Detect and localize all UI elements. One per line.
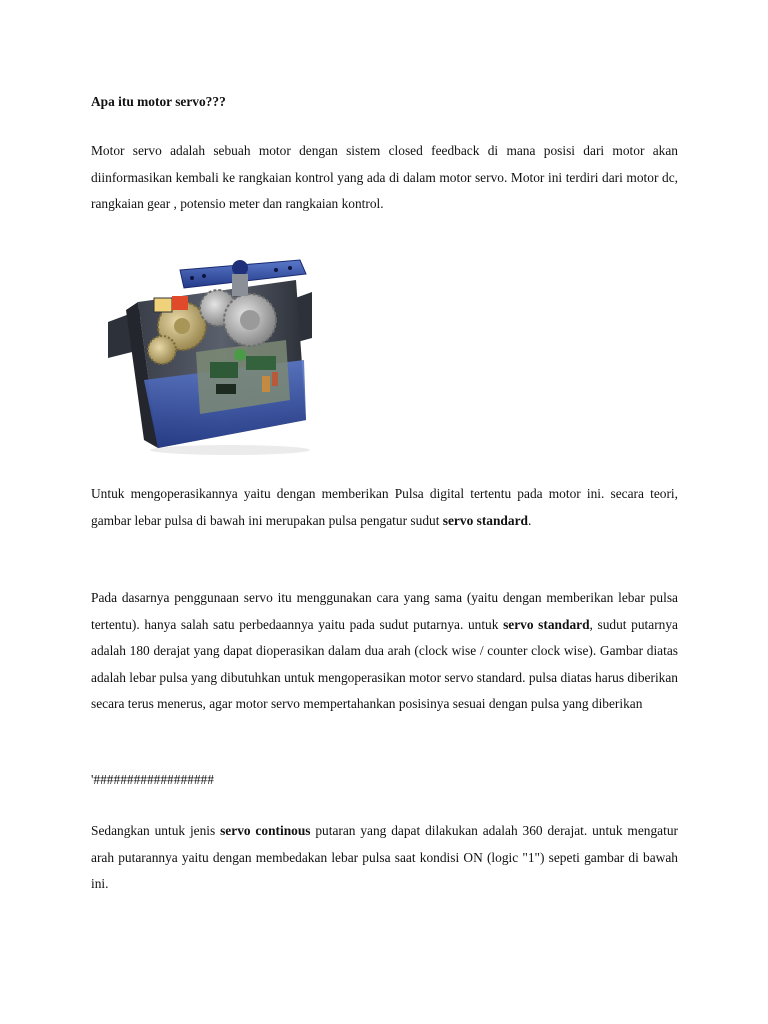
paragraph-standard-rest: , sudut putarnya adalah 180 derajat yang dapat dioperasikan dalam dua arah (clock wise / counter clock wise). Gambar diatas adalah lebar pulsa yang dibutuhkan untuk mengoperasikan motor servo standard. pulsa diatas harus diberikan secara terus menerus, agar motor servo mempertahankan posisinya sesuai dengan pulsa yang diberikan — [91, 616, 678, 711]
paragraph-continuous-text: Sedangkan untuk jenis — [91, 823, 221, 838]
paragraph-operation — [91, 481, 678, 534]
paragraph-standard-text: Pada dasarnya penggunaan servo itu menggunakan cara yang sama (yaitu dengan memberikan lebar pulsa tertentu). hanya salah satu perbedaannya yaitu pada sudut putarnya. untuk — [91, 590, 678, 632]
servo-standard-term: servo standard — [503, 616, 590, 632]
separator-line: '################## — [91, 772, 214, 787]
paragraph-intro: Motor servo adalah sebuah motor dengan sistem closed feedback di mana posisi dari motor akan diinformasikan kembali ke rangkaian kontrol yang ada di dalam motor servo. Motor ini terdiri dari motor dc, rangkaian gear , potensio meter dan rangkaian kontrol. — [91, 143, 678, 211]
paragraph-continuous-rest: putaran yang dapat dilakukan adalah 360 derajat. untuk mengatur arah putarannya yaitu dengan membedakan lebar pulsa saat kondisi ON (logic "1") sepeti gambar di bawah ini. — [91, 823, 678, 891]
servo-continous-term: servo continous — [220, 823, 311, 838]
paragraph-standard — [91, 585, 678, 718]
paragraph-operation-end: . — [527, 512, 532, 528]
servo-motor-image — [100, 240, 325, 460]
heading: Apa itu motor servo??? — [91, 94, 226, 109]
paragraph-operation-text: Untuk mengoperasikannya yaitu dengan memberikan Pulsa digital tertentu pada motor ini. secara teori, gambar lebar pulsa di bawah ini merupakan pulsa pengatur sudut — [91, 486, 678, 528]
paragraph-continuous — [91, 818, 678, 898]
servo-standard-term: servo standard — [442, 512, 528, 528]
